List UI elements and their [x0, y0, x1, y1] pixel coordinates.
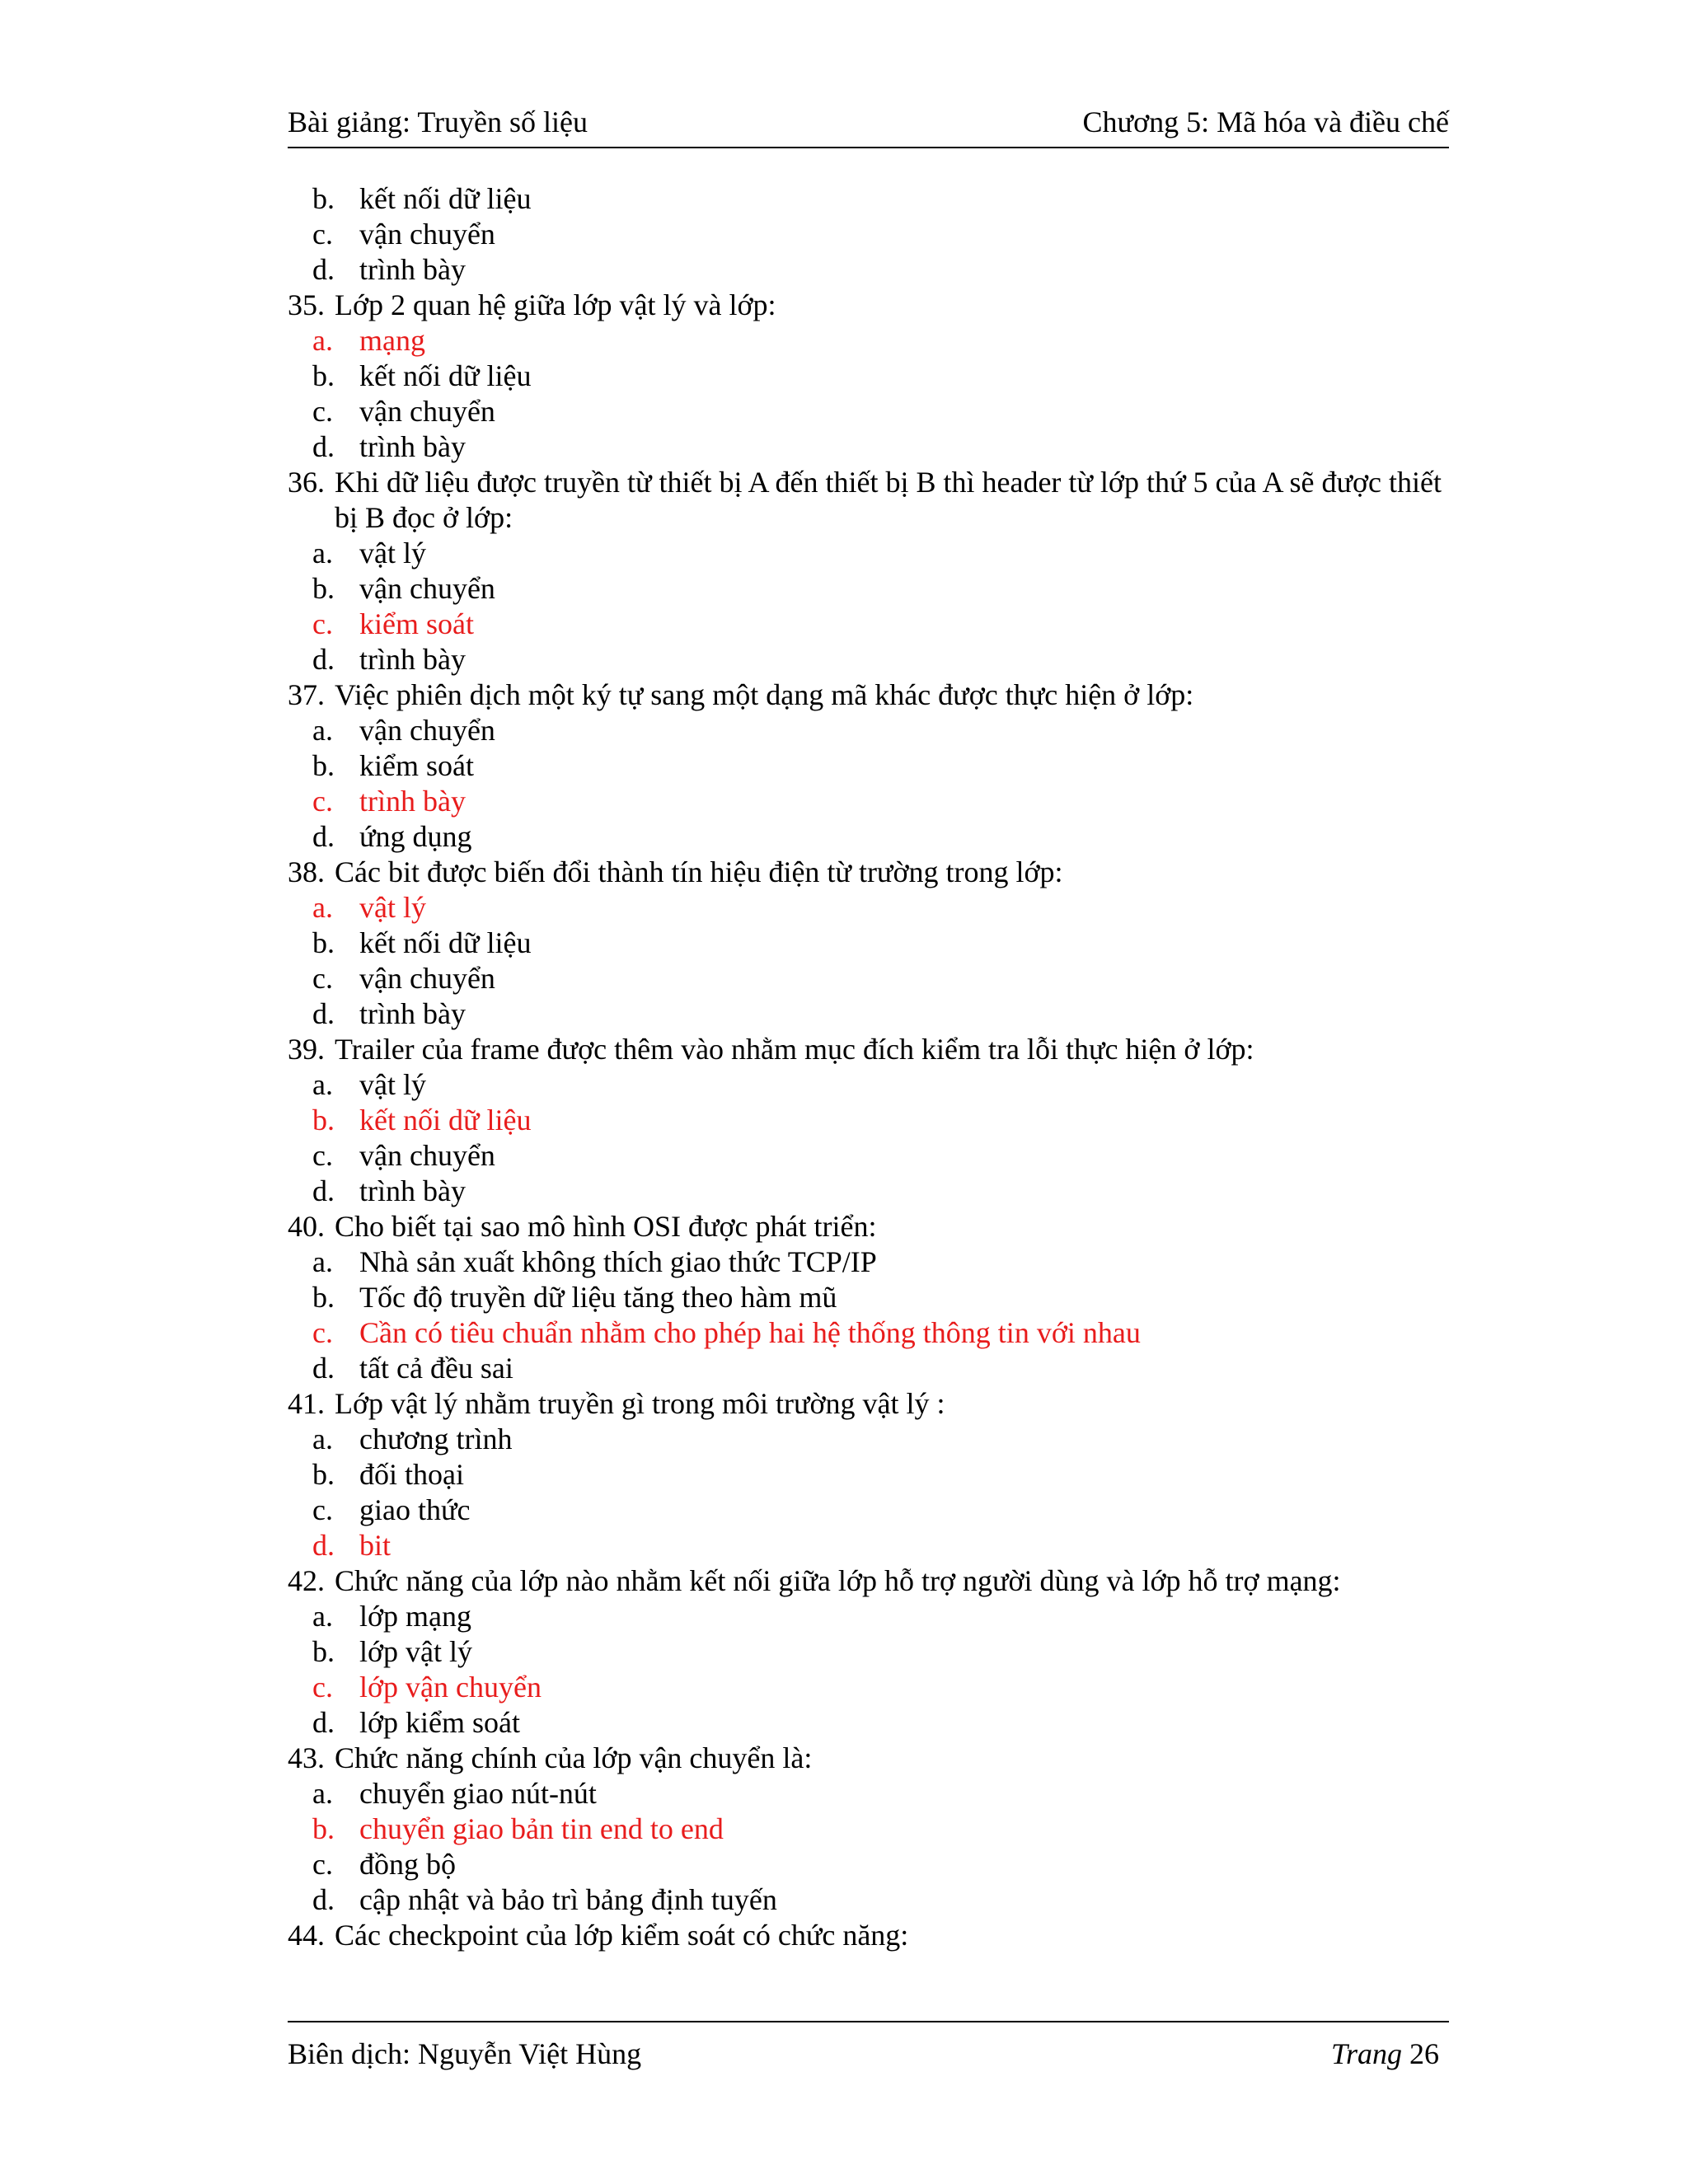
question-number: 39. [288, 1033, 325, 1066]
option-label: c. [312, 1316, 333, 1349]
option-text: trình bày [359, 785, 466, 818]
answer-option [288, 819, 1458, 855]
answer-option [288, 1103, 1458, 1138]
page-header [288, 97, 1449, 148]
option-label: c. [312, 1848, 333, 1881]
question [288, 1386, 1458, 1422]
answer-option [288, 713, 1458, 748]
option-label: d. [312, 253, 335, 286]
option-label: a. [312, 1777, 333, 1810]
option-text: đồng bộ [359, 1848, 456, 1881]
option-text: vận chuyển [359, 572, 495, 605]
option-text: cập nhật và bảo trì bảng định tuyến [359, 1883, 777, 1916]
page-footer [288, 2021, 1449, 2072]
answer-option [288, 607, 1458, 642]
page-number: 26 [1409, 2037, 1439, 2070]
option-label: d. [312, 1352, 335, 1385]
option-label: a. [312, 1422, 333, 1455]
answer-option [288, 1847, 1458, 1882]
answer-option [288, 890, 1458, 926]
answer-option [288, 642, 1458, 677]
answer-option [288, 217, 1458, 252]
question [288, 465, 1458, 536]
answer-option [288, 926, 1458, 961]
answer-option [288, 1244, 1458, 1280]
option-text: kiểm soát [359, 749, 474, 782]
option-text: vận chuyển [359, 395, 495, 428]
option-label: c. [312, 218, 333, 251]
answer-option [288, 1493, 1458, 1528]
question-number: 42. [288, 1564, 325, 1597]
option-text: kết nối dữ liệu [359, 1104, 532, 1137]
question-text: Lớp 2 quan hệ giữa lớp vật lý và lớp: [335, 288, 776, 321]
option-label: c. [312, 395, 333, 428]
question-number: 37. [288, 678, 325, 711]
question-number: 35. [288, 288, 325, 321]
option-text: kiểm soát [359, 607, 474, 640]
question [288, 288, 1458, 323]
answer-option [288, 1457, 1458, 1493]
answer-option [288, 1315, 1458, 1351]
option-label: b. [312, 1104, 335, 1137]
option-label: b. [312, 1635, 335, 1668]
option-text: lớp mạng [359, 1600, 472, 1633]
option-label: b. [312, 749, 335, 782]
option-text: vận chuyển [359, 962, 495, 995]
option-text: Tốc độ truyền dữ liệu tăng theo hàm mũ [359, 1281, 837, 1314]
answer-option [288, 359, 1458, 394]
question-number: 43. [288, 1741, 325, 1774]
option-text: trình bày [359, 1174, 466, 1207]
header-course-title: Bài giảng: Truyền số liệu [288, 105, 588, 138]
option-label: b. [312, 1812, 335, 1845]
option-text: Cần có tiêu chuẩn nhằm cho phép hai hệ thống thông tin với nhau [359, 1316, 1141, 1349]
answer-option [288, 1528, 1458, 1563]
answer-option [288, 571, 1458, 607]
header-chapter-title: Chương 5: Mã hóa và điều chế [1082, 105, 1449, 138]
option-label: d. [312, 643, 335, 676]
answer-option [288, 536, 1458, 571]
option-label: a. [312, 1068, 333, 1101]
option-label: a. [312, 714, 333, 747]
option-text: chuyển giao bản tin end to end [359, 1812, 724, 1845]
option-label: a. [312, 324, 333, 357]
option-label: d. [312, 1529, 335, 1562]
option-text: trình bày [359, 430, 466, 463]
answer-option [288, 1670, 1458, 1705]
question [288, 855, 1458, 890]
option-label: a. [312, 537, 333, 569]
question-number: 41. [288, 1387, 325, 1420]
option-text: trình bày [359, 643, 466, 676]
option-text: mạng [359, 324, 425, 357]
option-text: Nhà sản xuất không thích giao thức TCP/IP [359, 1245, 877, 1278]
answer-option [288, 323, 1458, 359]
question-number: 44. [288, 1919, 325, 1952]
option-text: ứng dụng [359, 820, 472, 853]
footer-page-number [1331, 2029, 1439, 2079]
page-label: Trang [1330, 2037, 1402, 2070]
question-number: 38. [288, 855, 325, 888]
option-label: c. [312, 962, 333, 995]
question-text: Lớp vật lý nhằm truyền gì trong môi trường vật lý : [335, 1387, 945, 1420]
question-text: Cho biết tại sao mô hình OSI được phát triển: [335, 1210, 877, 1243]
option-label: c. [312, 1493, 333, 1526]
question-text: Khi dữ liệu được truyền từ thiết bị A đến thiết bị B thì header từ lớp thứ 5 của A sẽ được thiết bị B đọc ở lớp: [335, 466, 1442, 534]
question [288, 1209, 1458, 1244]
option-text: chuyển giao nút-nút [359, 1777, 597, 1810]
question [288, 1741, 1458, 1776]
answer-option [288, 1067, 1458, 1103]
option-label: d. [312, 997, 335, 1030]
option-text: bit [359, 1529, 392, 1562]
option-label: b. [312, 182, 335, 215]
option-label: d. [312, 430, 335, 463]
footer-translator: Biên dịch: Nguyễn Việt Hùng [288, 2037, 642, 2070]
option-label: c. [312, 607, 333, 640]
option-text: vận chuyển [359, 1139, 495, 1172]
option-label: a. [312, 1245, 333, 1278]
option-label: b. [312, 926, 335, 959]
answer-option [288, 961, 1458, 996]
option-label: a. [312, 891, 333, 924]
option-text: vận chuyển [359, 218, 495, 251]
option-text: đối thoại [359, 1458, 464, 1491]
option-text: trình bày [359, 253, 466, 286]
answer-option [288, 1422, 1458, 1457]
question-list [288, 181, 1458, 1953]
answer-option [288, 1882, 1458, 1918]
option-label: b. [312, 1458, 335, 1491]
option-label: d. [312, 1883, 335, 1916]
option-label: b. [312, 359, 335, 392]
question-text: Các bit được biến đổi thành tín hiệu điện từ trường trong lớp: [335, 855, 1063, 888]
option-label: a. [312, 1600, 333, 1633]
answer-option [288, 1634, 1458, 1670]
option-label: c. [312, 1671, 333, 1704]
question-text: Các checkpoint của lớp kiểm soát có chức năng: [335, 1919, 909, 1952]
answer-option [288, 996, 1458, 1032]
answer-option [288, 252, 1458, 288]
option-text: tất cả đều sai [359, 1352, 513, 1385]
option-text: vật lý [359, 537, 426, 569]
question [288, 1563, 1458, 1599]
option-label: c. [312, 785, 333, 818]
answer-option [288, 429, 1458, 465]
answer-option [288, 1174, 1458, 1209]
option-text: kết nối dữ liệu [359, 359, 532, 392]
option-text: trình bày [359, 997, 466, 1030]
answer-option [288, 748, 1458, 784]
question-number: 36. [288, 466, 325, 499]
option-text: vật lý [359, 1068, 426, 1101]
question-text: Chức năng chính của lớp vận chuyển là: [335, 1741, 813, 1774]
answer-option [288, 1138, 1458, 1174]
question [288, 677, 1458, 713]
answer-option [288, 784, 1458, 819]
question-text: Chức năng của lớp nào nhằm kết nối giữa lớp hỗ trợ người dùng và lớp hỗ trợ mạng: [335, 1564, 1341, 1597]
question-text: Trailer của frame được thêm vào nhằm mục đích kiểm tra lỗi thực hiện ở lớp: [335, 1033, 1254, 1066]
option-label: d. [312, 1174, 335, 1207]
answer-option [288, 181, 1458, 217]
answer-option [288, 1811, 1458, 1847]
option-text: kết nối dữ liệu [359, 182, 532, 215]
answer-option [288, 394, 1458, 429]
question [288, 1032, 1458, 1067]
option-label: d. [312, 1706, 335, 1739]
option-text: chương trình [359, 1422, 513, 1455]
option-text: vận chuyển [359, 714, 495, 747]
option-label: b. [312, 1281, 335, 1314]
option-label: c. [312, 1139, 333, 1172]
answer-option [288, 1705, 1458, 1741]
answer-option [288, 1599, 1458, 1634]
option-text: lớp kiểm soát [359, 1706, 521, 1739]
option-text: lớp vật lý [359, 1635, 473, 1668]
option-label: b. [312, 572, 335, 605]
answer-option [288, 1776, 1458, 1811]
question-number: 40. [288, 1210, 325, 1243]
option-label: d. [312, 820, 335, 853]
option-text: vật lý [359, 891, 426, 924]
answer-option [288, 1351, 1458, 1386]
option-text: kết nối dữ liệu [359, 926, 532, 959]
option-text: giao thức [359, 1493, 471, 1526]
option-text: lớp vận chuyển [359, 1671, 542, 1704]
answer-option [288, 1280, 1458, 1315]
question [288, 1918, 1458, 1953]
question-text: Việc phiên dịch một ký tự sang một dạng mã khác được thực hiện ở lớp: [335, 678, 1194, 711]
